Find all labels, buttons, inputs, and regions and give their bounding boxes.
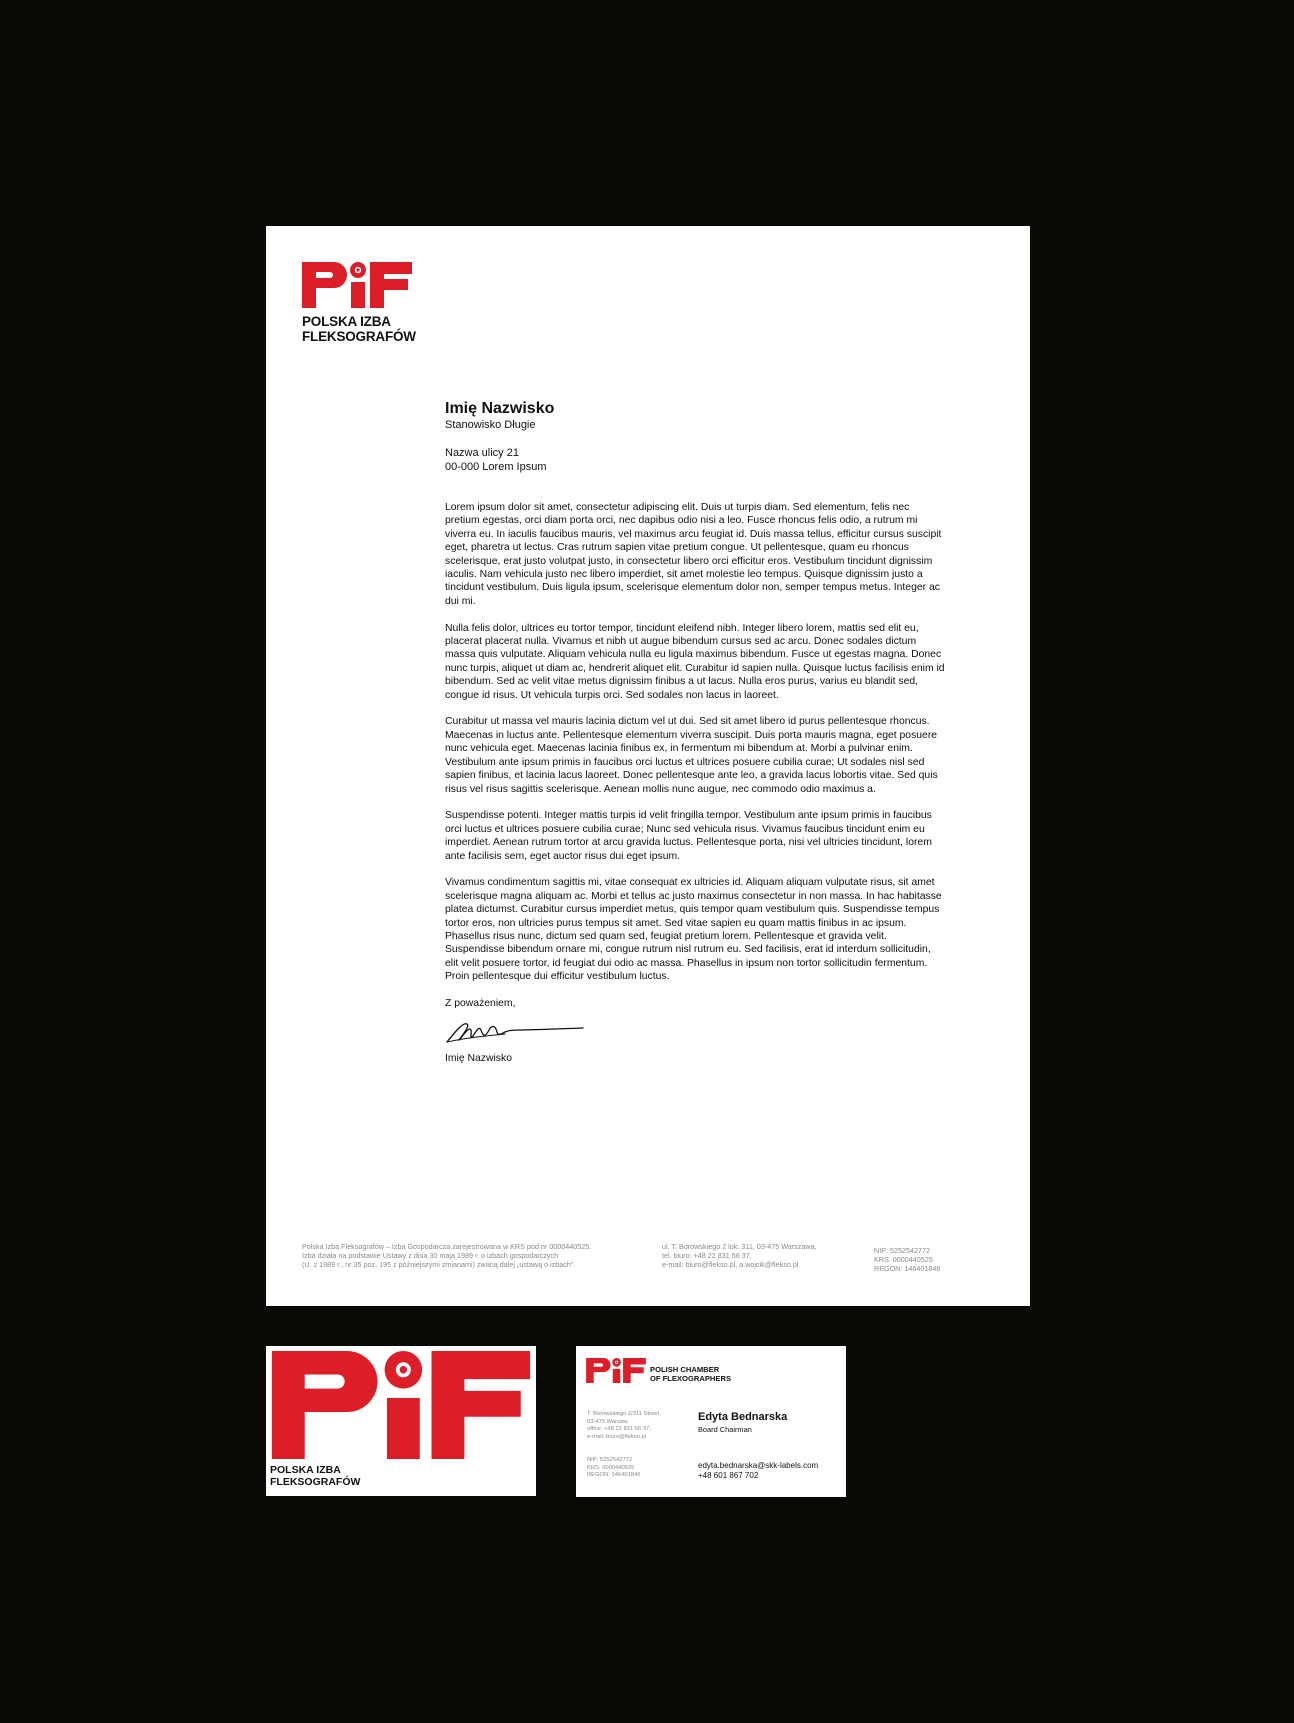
letter-paragraphs (445, 501, 945, 984)
footer-line: Izba działa na podstawie Ustawy z dnia 30 maja 1989 r. o izbach gospodarczych (302, 1251, 559, 1261)
footer-line: tel. biuro: +48 22 831 56 37, (662, 1251, 752, 1261)
chamber-name (650, 1365, 731, 1383)
address-line: 00-000 Lorem Ipsum (445, 461, 547, 473)
recipient-name: Imię Nazwisko (445, 400, 555, 417)
footer-line: Polska Izba Fleksografów – Izba Gospodarcza zarejestrowana w KRS pod nr 0000440525. (302, 1242, 592, 1251)
registry-line: KRS: 0000440525 (587, 1464, 635, 1471)
logo-line: FLEKSOGRAFÓW (302, 329, 416, 344)
address-line: office: +48 22 831 56 37, (587, 1426, 651, 1433)
card-registry-ids (587, 1457, 641, 1480)
card-phone: +48 601 867 702 (698, 1471, 759, 1480)
address-line: 03-475 Warsaw, (587, 1418, 629, 1425)
wordmark-line: POLSKA IZBA (270, 1464, 341, 1476)
footer-contact (662, 1242, 816, 1270)
card-front-wordmark (270, 1464, 360, 1488)
paragraph: Curabitur ut massa vel mauris lacinia dictum vel ut dui. Sed sit amet libero id purus pellentesque rhoncus. Maecenas in luctus ante. Pellentesque elementum viverra suscipit. Duis porta mauris magna, eget posuere nunc vehicula eget. Maecenas lacinia finibus ex, in fermentum mi bibendum at. Morbi a pulvinar enim. Vestibulum ante ipsum primis in faucibus orci luctus et ultrices posuere cubilia curae; Ut sodales nisl sed sapien finibus, et lacinia lacus laoreet. Donec pellentesque ante leo, a gravida lacus lobortis vitae. Sed quis risus vel risus sagittis scelerisque. Aenean mollis nunc augue, nec commodo odio maximus a. (445, 716, 938, 795)
card-address (587, 1411, 661, 1441)
chamber-line: POLISH CHAMBER (650, 1365, 720, 1374)
footer-line: (U. z 1989 r., nr 35 poz. 195 z późniejszymi zmianami) zwaną dalej „ustawą o izbach”. (302, 1260, 576, 1270)
address-line: Nazwa ulicy 21 (445, 447, 519, 459)
paragraph: Lorem ipsum dolor sit amet, consectetur adipiscing elit. Duis ut turpis diam. Sed elementum, felis nec pretium egestas, orci diam porta orci, nec dapibus odio nisi a leo. Fusce rhoncus felis odio, a rutrum mi viverra eu. In iaculis faucibus mauris, vel maximus arcu feugiat id. Duis massa tellus, efficitur cursus suscipit eget, pharetra ut lectus. Cras rutrum sapien vitae pretium congue. Ut pellentesque, quam eu rhoncus scelerisque, erat justo volutpat justo, in consectetur libero orci efficitur eros. Vestibulum tincidunt dignissim iaculis. Nam vehicula justo nec libero imperdiet, sit amet molestie leo tempus. Quisque dignissim justo a tincidunt vestibulum. Duis ligula ipsum, scelerisque elementum dolor non, semper tempus metus. Integer ac dui mi. (445, 502, 942, 607)
recipient-address (445, 446, 945, 474)
footer-legal (302, 1242, 591, 1270)
address-line: T. Borowskiego 2/311 Street, (587, 1411, 661, 1417)
business-card-front (266, 1346, 536, 1496)
business-card-back (576, 1346, 846, 1497)
pif-logo-icon (586, 1358, 646, 1383)
recipient-position: Stanowisko Długie (445, 419, 536, 431)
logo-line: POLSKA IZBA (302, 314, 391, 329)
letterhead-sheet (266, 226, 1030, 1306)
signature-icon (445, 1018, 585, 1046)
paragraph: Suspendisse potenti. Integer mattis turpis id velit fringilla tempor. Vestibulum ante ipsum primis in faucibus orci luctus et ultrices posuere cubilia curae; Nunc sed vehicula risus. Vivamus faucibus tincidunt enim eu imperdiet. Aenean rutrum tortor at arcu gravida luctus. Pellentesque porta, nisi vel ultricies tincidunt, lorem ante facilisis sem, eget auctor risus dui eget ipsum. (445, 810, 932, 862)
wordmark-line: FLEKSOGRAFÓW (270, 1476, 361, 1488)
chamber-line: OF FLEXOGRAPHERS (650, 1374, 732, 1383)
card-person-title: Board Chairman (698, 1425, 752, 1434)
registry-line: REGON: 146401846 (587, 1472, 641, 1479)
footer-line: ul. T. Borowskiego 2 lok. 311, 03-475 Warszawa, (662, 1242, 817, 1251)
logo-wordmark (302, 314, 416, 344)
card-person-name: Edyta Bednarska (698, 1411, 788, 1423)
footer-line: REGON: 146401846 (874, 1264, 941, 1274)
paragraph: Nulla felis dolor, ultrices eu tortor tempor, tincidunt eleifend nibh. Integer libero lorem, mattis sed elit eu, placerat placerat nulla. Vivamus et nibh ut augue bibendum cursus sed ac arcu. Donec sodales dictum massa quis vulputate. Aliquam vehicula nulla eu ligula maximus bibendum. Fusce ut egestas magna. Donec nunc turpis, aliquet ut diam ac, hendrerit aliquet elit. Curabitur id sapien nulla. Quisque luctus facilisis enim id bibendum. Sed ac velit vitae metus dignissim finibus a ut lacus. Nulla eros purus, varius eu blandit sed, congue id risus. Ut vehicula turpis orci. Sed sodales non lacus in laoreet. (445, 622, 945, 701)
pif-logo-icon (271, 1351, 531, 1459)
card-contact (698, 1461, 818, 1481)
pif-logo-icon (302, 262, 412, 308)
letter-logo (302, 262, 416, 344)
signer-name: Imię Nazwisko (445, 1053, 512, 1065)
paragraph: Vivamus condimentum sagittis mi, vitae consequat ex ultricies id. Aliquam aliquam vulputate risus, sit amet scelerisque magna aliquam ac. Morbi et tellus ac justo maximus consectetur in non massa. In hac habitasse platea dictumst. Curabitur cursus imperdiet metus, quis tempor quam vestibulum quis. Suspendisse tempus tortor eros, non ultricies purus tempus sit amet. Sed vitae sapien eu quam mattis finibus in ac ipsum. Phasellus risus nunc, dictum sed quam sed, feugiat pretium lorem. Pellentesque et gravida velit. Suspendisse bibendum ornare mi, congue rutrum nisl rutrum eu. Sed facilisis, erat id interdum sollicitudin, elit velit posuere tortor, id feugiat dui odio ac massa. Phasellus in ipsum non tortor sollicitudin fermentum. Proin pellentesque dui efficitur vestibulum luctus. (445, 877, 942, 983)
footer-ids (874, 1246, 940, 1274)
registry-line: NIP: 5252542772 (587, 1457, 633, 1463)
letter-body (445, 399, 945, 1066)
footer-line: KRS: 0000440525 (874, 1255, 933, 1265)
card-email: edyta.bednarska@skk-labels.com (698, 1461, 819, 1470)
footer-line: e-mail: biuro@flekso.pl, a.wojcik@flekso.pl (662, 1260, 799, 1270)
address-line: e-mail: biuro@flekso.pl (587, 1433, 647, 1440)
closing-salutation: Z poważeniem, (445, 997, 516, 1009)
footer-line: NIP: 5252542772 (874, 1246, 930, 1255)
